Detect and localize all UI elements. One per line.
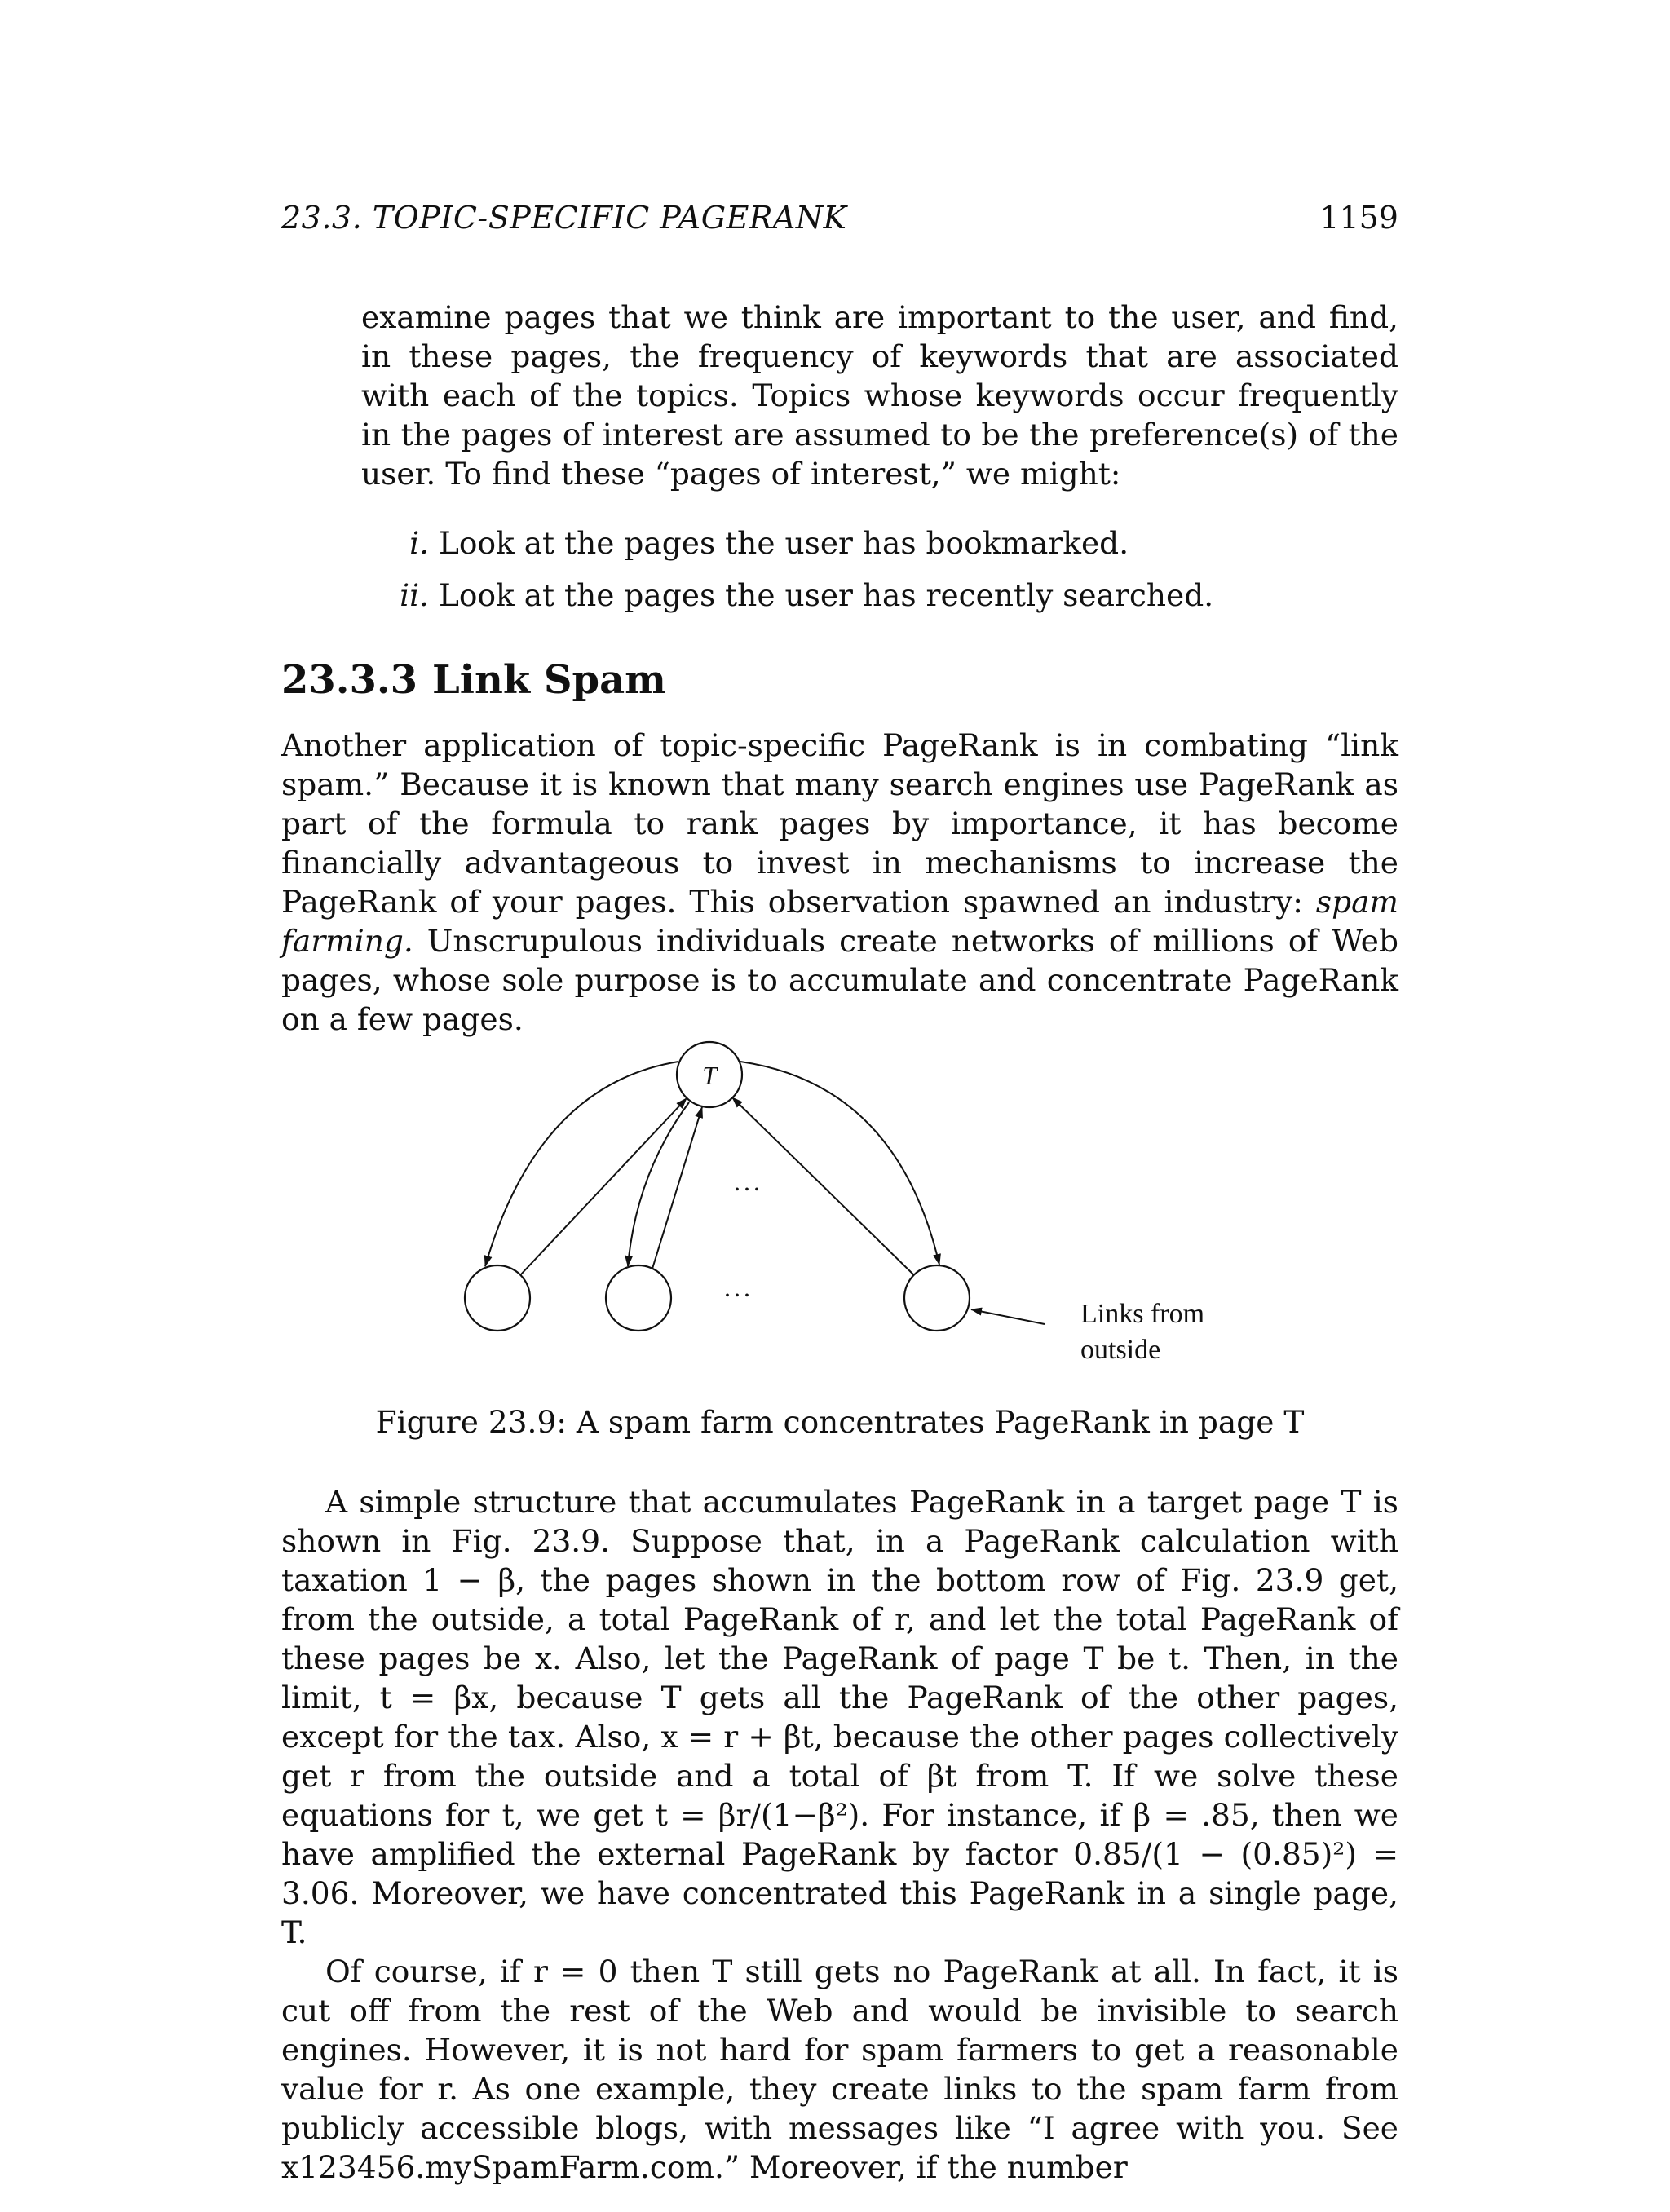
ellipsis-upper: ... xyxy=(734,1167,763,1196)
external-links-label-line1: Links from xyxy=(1080,1299,1205,1329)
ellipsis-lower: ... xyxy=(724,1273,753,1302)
running-head xyxy=(281,200,1398,249)
external-links-label xyxy=(1080,1296,1204,1368)
link-target-to-page xyxy=(740,1062,939,1265)
body-text xyxy=(281,1482,1398,2187)
interest-list xyxy=(359,517,1213,621)
paragraph-steady-state: A simple structure that accumulates PageRank in a target page T is shown in Fig. 23.9. Suppose that, in a PageRank calculation with taxation 1 − β, the pages shown in the bottom row of Fig. 23.9 get, from the outside, a total PageRank of r, and let the total PageRank of these pages be x. Also, let the PageRank of page T be t. Then, in the limit, t = βx, because T gets all the PageRank of the other pages, except for the tax. Also, x = r + βt, because the other pages collectively get r from the outside and a total of βt from T. If we solve these equations for t, we get t = βr/(1−β²). For instance, if β = .85, then we have amplified the external PageRank by factor 0.85/(1 − (0.85)²) = 3.06. Moreover, we have concentrated this PageRank in a single page, T. xyxy=(281,1484,1398,1950)
list-item-text: Look at the pages the user has bookmarked. xyxy=(439,525,1129,561)
section-paragraph-end: Unscrupulous individuals create networks of millions of Web pages, whose sole purpose is to accumulate and concentrate PageRank on a few pages. xyxy=(281,923,1398,1037)
external-link-arrow xyxy=(971,1309,1045,1324)
link-page-to-target xyxy=(652,1107,702,1269)
external-links-label-line2: outside xyxy=(1080,1335,1161,1365)
link-target-to-page xyxy=(628,1102,689,1266)
section-paragraph-start: Another application of topic-specific PageRank is in combating “link spam.” Because it is known that many search engines use PageRank as part of the formula to rank pages by importance, it has become financially advantageous to invest in mechanisms to increase the PageRank of your pages. This observation spawned an industry: xyxy=(281,727,1398,920)
figure-caption: Figure 23.9: A spam farm concentrates PageRank in page T xyxy=(375,1404,1305,1440)
list-item-text: Look at the pages the user has recently searched. xyxy=(439,577,1214,613)
section-number: 23.3.3 xyxy=(281,657,418,703)
link-target-to-page xyxy=(485,1062,678,1266)
section-paragraph xyxy=(281,726,1398,1039)
page-number: 1159 xyxy=(1319,200,1398,236)
paragraph-nonzero-r: Of course, if r = 0 then T still gets no PageRank at all. In fact, it is cut off from the rest of the Web and would be invisible to search engines. However, it is not hard for spam farmers to get a reasonable value for r. As one example, they create links to the spam farm from publicly accessible blogs, with messages like “I agree with you. See x123456.mySpamFarm.com.” Moreover, if the number xyxy=(281,1954,1398,2185)
link-page-to-target xyxy=(520,1098,687,1275)
chapter-title: 23.3. TOPIC-SPECIFIC PAGERANK xyxy=(281,200,847,236)
intro-paragraph: examine pages that we think are important to the user, and find, in these pages, the frequency of keywords that are associated with each of the topics. Topics whose keywords occur frequently in the pages of interest are assumed to be the preference(s) of the user. To find these “pages of interest,” we might: xyxy=(361,299,1398,492)
target-node-label: T xyxy=(702,1061,717,1090)
spam-farm-figure xyxy=(440,1035,1256,1386)
list-item xyxy=(359,517,1213,569)
farm-page-node xyxy=(606,1265,671,1331)
list-marker: ii. xyxy=(400,577,429,613)
list-item xyxy=(359,569,1213,621)
section-heading xyxy=(281,657,666,703)
section-title: Link Spam xyxy=(432,657,666,703)
list-marker: i. xyxy=(409,525,429,561)
emphasized-term: spam farming. xyxy=(281,884,1398,959)
